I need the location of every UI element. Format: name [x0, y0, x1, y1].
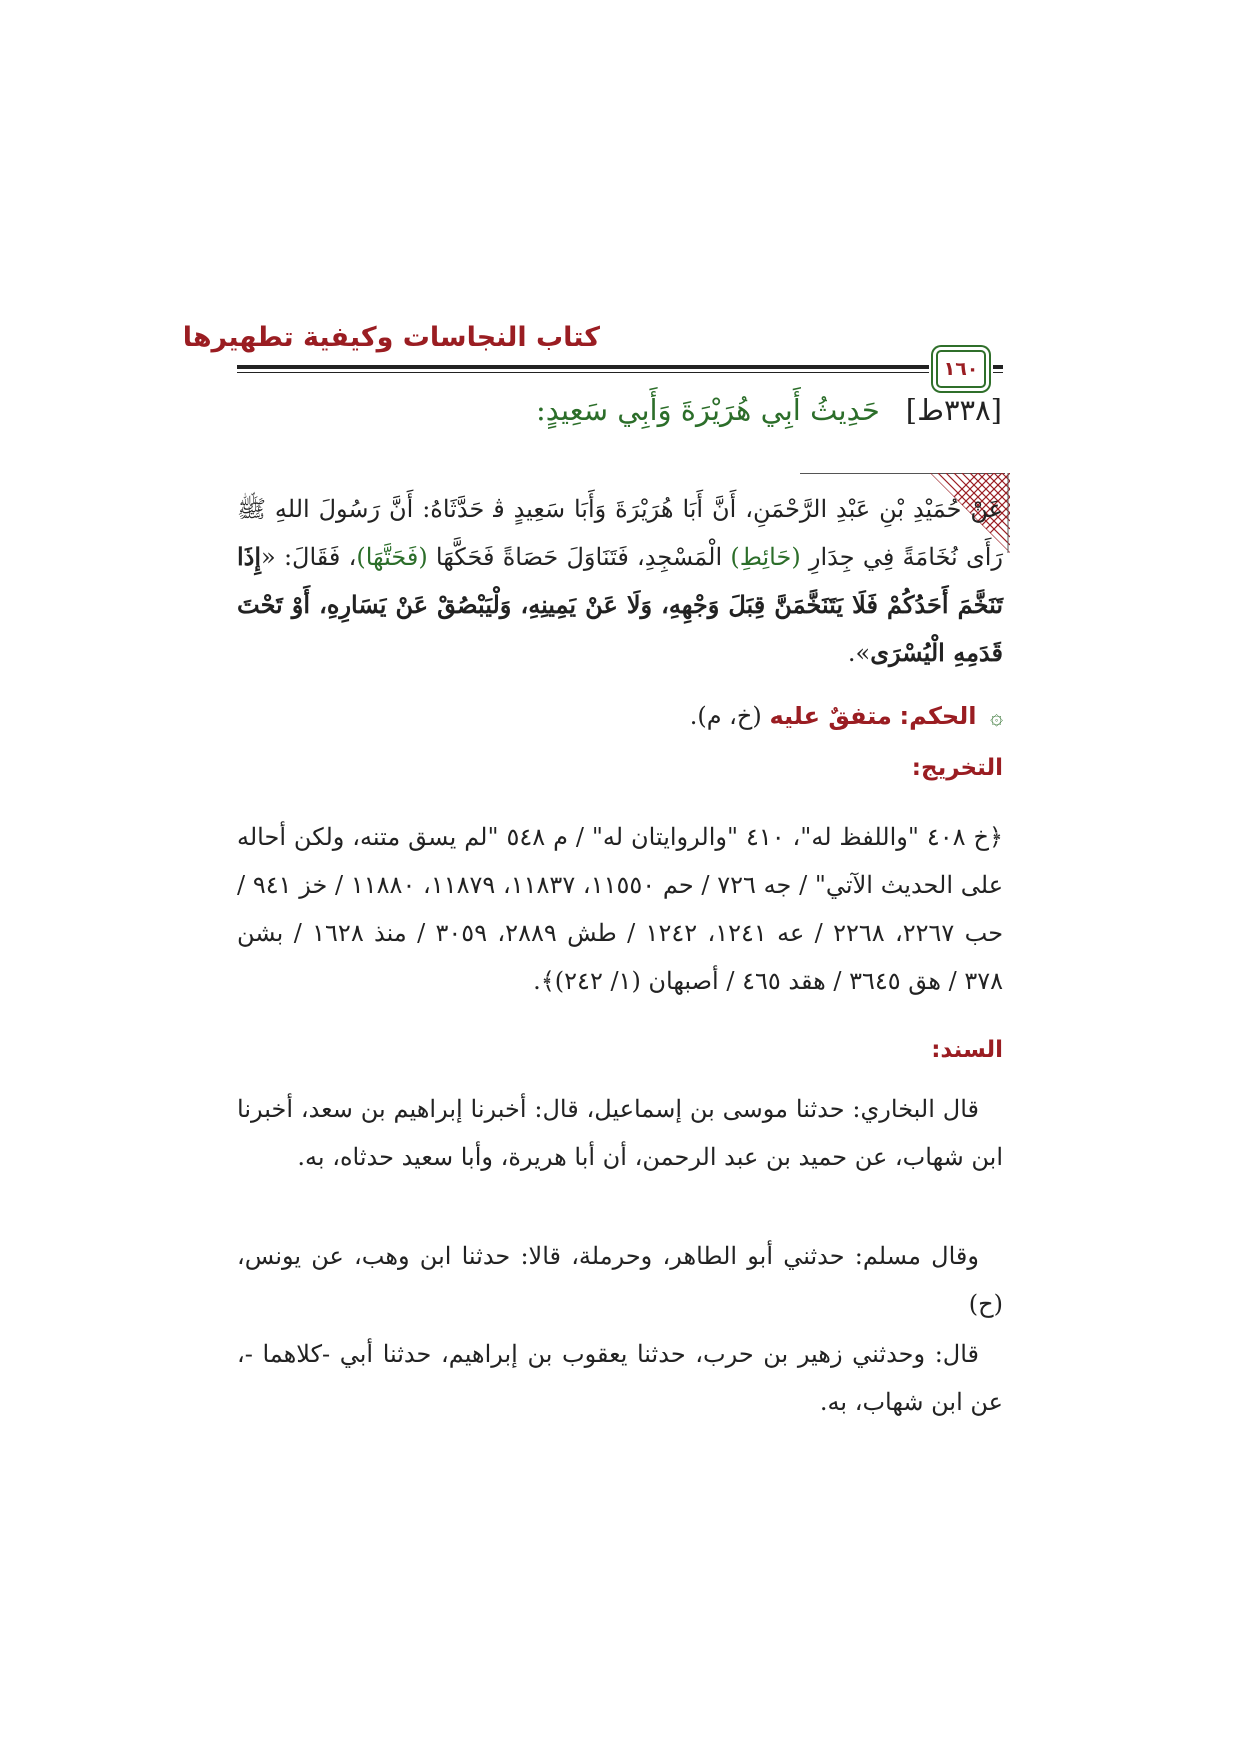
hadith-quote: إِذَا تَنَخَّمَ أَحَدُكُمْ فَلَا يَتَنَخَّمَنَّ قِبَلَ وَجْهِهِ، وَلَا عَنْ يَمِينِهِ، وَلْيَبْصُقْ عَنْ يَسَارِهِ، أَوْ تَحْتَ قَدَمِهِ الْيُسْرَى	[237, 542, 1003, 667]
page-number: ١٦٠	[943, 358, 979, 380]
takhrij-heading: التخريج:	[911, 755, 1003, 781]
hadith-variant-2: (فَحَتَّهَا)	[356, 543, 428, 571]
sanad-text-2: وقال مسلم: حدثني أبو الطاهر، وحرملة، قالا: حدثنا ابن وهب، عن يونس، (ح)	[237, 1242, 1003, 1318]
sanad-paragraph-3	[237, 1330, 1003, 1426]
header-rule-thick	[237, 365, 1003, 369]
running-title: كتاب النجاسات وكيفية تطهيرها	[182, 322, 600, 353]
section-code: [٣٣٨ط]	[905, 393, 1002, 427]
hadith-part-3: ، فَقَالَ: «	[261, 543, 357, 571]
hadith-part-2: الْمَسْجِدِ، فَتَنَاوَلَ حَصَاةً فَحَكَّهَا	[427, 543, 731, 571]
sanad-text-1: قال البخاري: حدثنا موسى بن إسماعيل، قال: أخبرنا إبراهيم بن سعد، أخبرنا ابن شهاب، عن حميد بن عبد الرحمن، أن أبا هريرة، وأبا سعيد حدثاه، به.	[237, 1095, 1003, 1171]
ruling-source: (خ، م).	[689, 702, 762, 730]
ruling-value: متفقٌ عليه	[769, 702, 892, 730]
hadith-part-4: ».	[847, 639, 871, 667]
hadith-part-1: عَنْ حُمَيْدِ بْنِ عَبْدِ الرَّحْمَنِ، أَنَّ أَبَا هُرَيْرَةَ وَأَبَا سَعِيدٍ ﭬ حَدَّثَاهُ: أَنَّ رَسُولَ اللهِ ﷺ رَأَى نُخَامَةً فِي جِدَارِ	[237, 495, 1004, 571]
hadith-variant-1: (حَائِطِ)	[730, 543, 801, 571]
page-number-frame	[936, 350, 986, 388]
takhrij-paragraph: ﴿خ ٤٠٨ "واللفظ له"، ٤١٠ "والروايتان له" / م ٥٤٨ "لم يسق متنه، ولكن أحاله على الحديث الآتي" / جه ٧٢٦ / حم ١١٥٥٠، ١١٨٣٧، ١١٨٧٩، ١١٨٨٠ / خز ٩٤١ / حب ٢٢٦٧، ٢٢٦٨ / عه ١٢٤١، ١٢٤٢ / طش ٢٨٨٩، ٣٠٥٩ / منذ ١٦٢٨ / بشن ٣٧٨ / هق ٣٦٤٥ / هقد ٤٦٥ / أصبهان (١/ ٢٤٢)﴾.	[237, 823, 1004, 995]
sanad-paragraph-1	[237, 1085, 1003, 1181]
section-title: حَدِيثُ أَبِي هُرَيْرَةَ وَأَبِي سَعِيدٍ:	[536, 393, 880, 427]
ruling-line	[690, 702, 1003, 730]
sanad-paragraph-2	[237, 1232, 1003, 1328]
hadith-text	[237, 485, 1003, 677]
sanad-text-3: قال: وحدثني زهير بن حرب، حدثنا يعقوب بن إبراهيم، حدثنا أبي -كلاهما -، عن ابن شهاب، به.	[237, 1340, 1003, 1416]
header-rule-thin	[237, 372, 1003, 373]
sanad-heading: السند:	[931, 1037, 1003, 1063]
takhrij-text	[237, 813, 1003, 1005]
ruling-label: الحكم:	[899, 702, 977, 730]
section-heading	[536, 393, 1002, 427]
rosette-icon: ۞	[990, 705, 1003, 730]
